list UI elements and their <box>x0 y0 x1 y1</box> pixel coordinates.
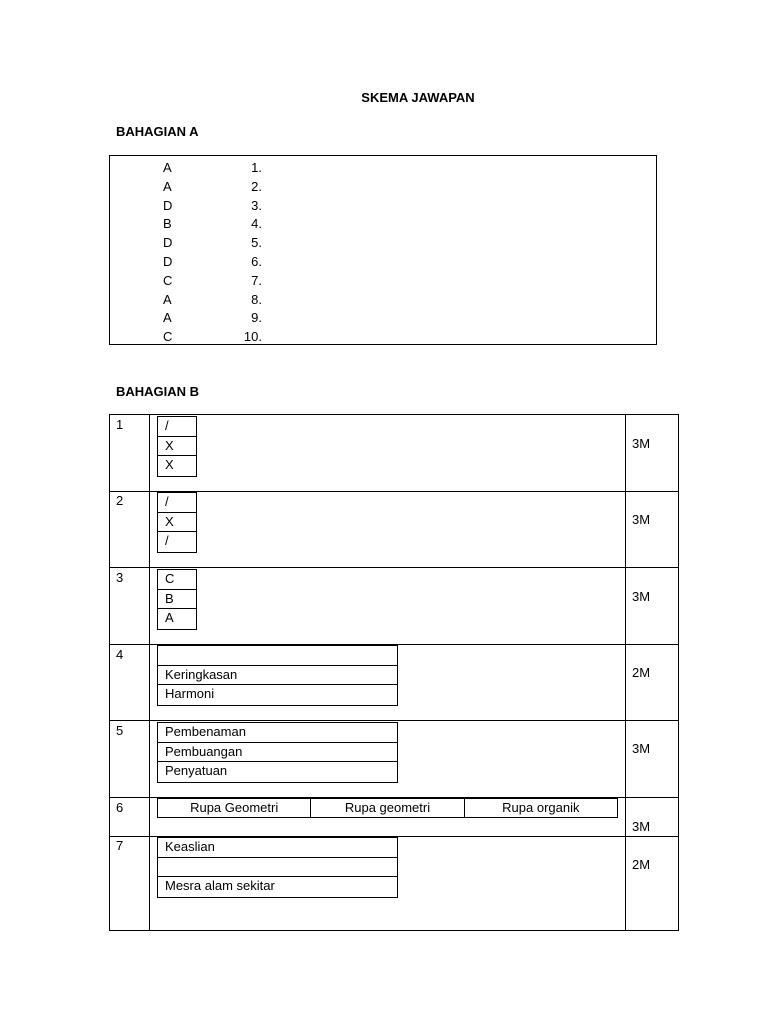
answer-value: B <box>163 216 172 232</box>
question-number: 5 <box>116 723 124 738</box>
answer-number: 10. <box>243 329 262 345</box>
question-number: 3 <box>116 570 124 585</box>
answer-cell: Mesra alam sekitar <box>165 878 275 893</box>
section-a-heading: BAHAGIAN A <box>116 124 199 139</box>
page-title: SKEMA JAWAPAN <box>361 90 475 105</box>
answer-cell: / <box>158 417 196 437</box>
section-b-table <box>109 414 679 931</box>
answer-value: A <box>163 178 172 194</box>
answer-number: 3. <box>251 197 262 213</box>
row-divider <box>110 720 678 721</box>
answer-cells <box>157 837 398 898</box>
mark-value: 3M <box>632 819 651 834</box>
question-number: 2 <box>116 493 124 508</box>
answer-cells <box>157 416 197 477</box>
mark-value: 2M <box>632 665 651 680</box>
answer-value: A <box>163 310 172 326</box>
question-number: 6 <box>116 800 124 815</box>
answer-value: A <box>163 291 172 307</box>
column-divider <box>625 415 626 930</box>
answer-number: 9. <box>251 310 262 326</box>
answer-cells <box>157 492 197 553</box>
mark-value: 2M <box>632 857 651 872</box>
answer-value: D <box>163 197 173 213</box>
answer-value: D <box>163 235 173 251</box>
answer-number: 2. <box>251 178 262 194</box>
answer-cell: X <box>158 513 196 533</box>
column-divider <box>149 415 150 930</box>
answer-cell: Penyatuan <box>165 763 228 778</box>
answer-number: 4. <box>251 216 262 232</box>
answer-cell: / <box>165 533 169 548</box>
answer-number: 1. <box>251 160 262 175</box>
mark-value: 3M <box>632 436 651 451</box>
mark-value: 3M <box>632 589 651 604</box>
answer-cells <box>157 722 398 783</box>
answer-cell: X <box>165 457 174 472</box>
answer-number: 6. <box>251 253 262 269</box>
answer-cell: Rupa geometri <box>311 799 464 817</box>
answer-cell: B <box>158 590 196 610</box>
answer-cell: Pembenaman <box>158 723 397 743</box>
answer-cell <box>158 646 397 666</box>
answer-cell: A <box>165 610 174 625</box>
row-divider <box>110 567 678 568</box>
answer-number: 8. <box>251 291 262 307</box>
answer-cell: Rupa Geometri <box>158 799 311 817</box>
question-number: 1 <box>116 417 124 432</box>
answer-value: C <box>163 272 173 288</box>
answer-cell <box>158 858 397 878</box>
answer-value: D <box>163 253 173 269</box>
section-b-heading: BAHAGIAN B <box>116 384 200 399</box>
question-number: 7 <box>116 838 124 853</box>
answer-cell: Rupa organik <box>502 800 580 815</box>
mark-value: 3M <box>632 512 651 527</box>
answer-cell: Harmoni <box>165 686 215 701</box>
answer-cells <box>157 798 618 818</box>
answer-cells <box>157 645 398 706</box>
question-number: 4 <box>116 647 124 662</box>
answer-cell: / <box>158 493 196 513</box>
answer-value: C <box>163 329 173 345</box>
answer-number: 5. <box>251 235 262 251</box>
answer-cells <box>157 569 197 630</box>
section-a-answer-box <box>109 155 657 345</box>
answer-cell: C <box>158 570 196 590</box>
answer-cell: Pembuangan <box>158 743 397 763</box>
answer-value: A <box>163 160 172 175</box>
answer-number: 7. <box>251 272 262 288</box>
mark-value: 3M <box>632 741 651 756</box>
answer-cell: Keaslian <box>158 838 397 858</box>
answer-cell: X <box>158 437 196 457</box>
answer-cell: Keringkasan <box>158 666 397 686</box>
